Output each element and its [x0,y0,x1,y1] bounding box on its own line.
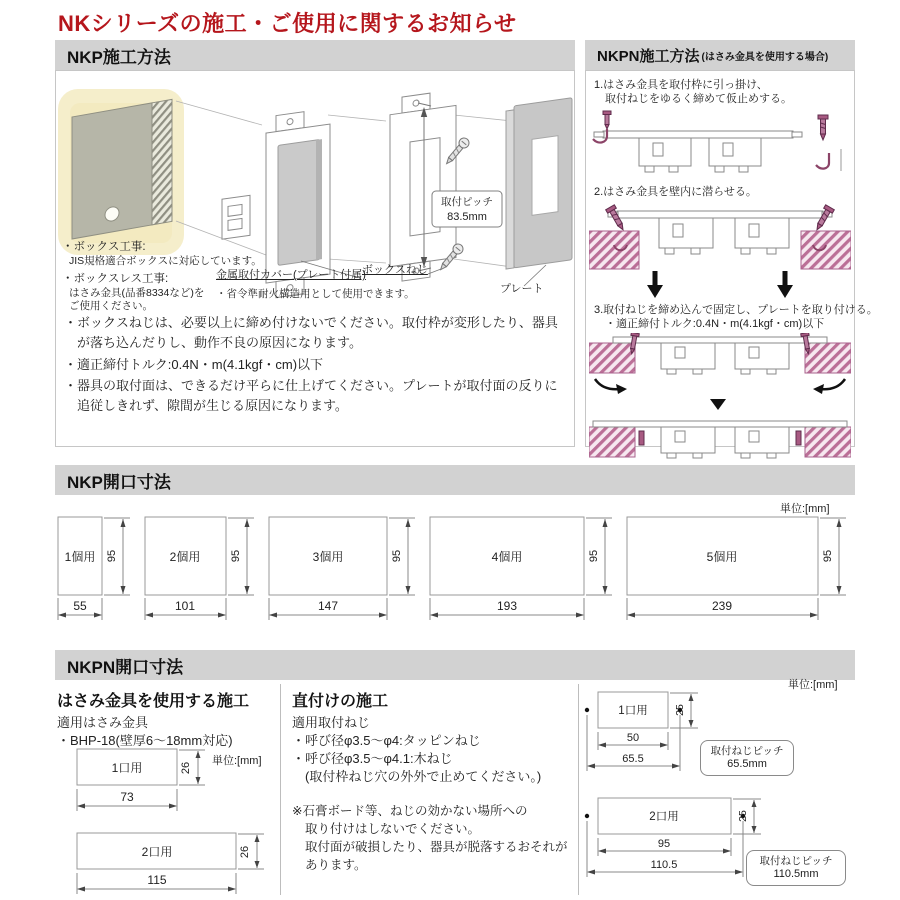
device-assembly [613,337,827,374]
opening-label: 4個用 [491,550,523,564]
opening-figure [57,516,139,628]
nkpn-method-header [585,40,855,70]
note-item: ・器具の取付面は、できるだけ平らに仕上げてください。プレートが取付面の反りに追従しきれず、隙間が生じる原因になります。 [64,378,558,413]
opening-label: 1個用 [64,550,96,564]
boxless-work-desc2: ご使用ください。 [69,300,153,312]
device-assembly [608,211,832,254]
nkp-opening-header [55,465,855,495]
pitch-label-box [746,850,846,886]
box-screw-label: ボックスねじ [362,264,428,276]
nkpn-opening-header-label: NKPN開口寸法 [67,657,184,677]
pitch-label-box [700,740,794,776]
step2-diagram [589,201,851,299]
box-work-label: ・ボックス工事: [62,241,146,253]
nkpn-method-panel [585,70,878,447]
height-dim: 95 [106,549,118,563]
opening-figure [268,516,424,628]
width-dim: 239 [711,599,733,613]
nkpn-method-header-note: (はさみ金具を使用する場合) [701,51,829,63]
nkp-opening-figures [57,516,855,628]
screw-figure-label: 1口用 [618,705,648,717]
unit-label: 単位:[mm] [212,755,262,767]
plate-flush [593,421,847,427]
direct-item: ・呼び径φ3.5〜φ4:タッピンねじ [292,733,481,748]
opening-figure [429,516,621,628]
column-divider [578,684,579,895]
wall-section [805,427,851,457]
direct-warning: 取付面が破損したり、器具が脱落するおそれが [305,840,568,854]
outer-dim: 110.5 [650,859,678,871]
nkp-method-panel [55,70,575,447]
height-dim: 26 [239,845,251,859]
boxless-work-label: ・ボックスレス工事: [62,273,169,285]
direct-warning: あります。 [305,858,367,872]
width-dim: 193 [496,599,518,613]
height-dim: 95 [230,549,242,563]
clamp-item: ・BHP-18(壁厚6〜18mm対応) [57,733,233,748]
clamp-label: 2口用 [141,845,173,859]
width-dim: 115 [147,873,167,887]
pitch-value: 83.5mm [447,211,487,223]
wall-section [589,427,635,457]
column-divider [280,684,281,895]
clamp-figure [76,748,226,818]
opening-label: 2個用 [169,550,201,564]
mounting-frame [390,89,456,282]
projection-lines [176,101,512,267]
nkpn-opening-header [55,650,855,680]
opening-label: 3個用 [312,550,344,564]
nkp-opening-header-label: NKP開口寸法 [67,472,171,492]
step3-text-2: ・適正締付トルク:0.4N・m(4.1kgf・cm)以下 [605,318,825,330]
opening-figure [626,516,855,628]
wall-section [805,343,851,373]
wall-section [801,231,851,269]
boxless-work-desc1: はさみ金具(品番8334など)を [69,287,205,299]
plate [506,98,572,269]
unit-label: 単位:[mm] [788,679,838,691]
clamp-figure [76,832,286,898]
page-title: NKシリーズの施工・ご使用に関するお知らせ [58,11,517,36]
screw-figure-label: 2口用 [649,811,679,823]
pitch-label: 取付ねじピッチ [710,744,784,757]
clamp-label: 1口用 [111,761,143,775]
pitch-label: 取付ピッチ [440,196,494,208]
height-dim: 25 [737,810,749,822]
wall-section [589,343,635,373]
opening-label: 5個用 [706,550,738,564]
direct-warning: 取り付けはしないでください。 [305,822,481,836]
clamp-subheading: 適用はさみ金具 [57,715,149,730]
width-dim: 73 [120,790,134,804]
step3-text-1: 3.取付ねじを締め込んで固定し、プレートを取り付ける。 [594,304,878,316]
unit-label: 単位:[mm] [780,503,830,515]
direct-item: ・呼び径φ3.5〜φ4.1:木ねじ [292,751,453,766]
inner-dim: 50 [626,732,640,744]
note-item: ・ボックスねじは、必要以上に締め付けないでください。取付枠が変形したり、器具が落ち込んだりし、動作不良の原因になります。 [64,315,558,350]
down-arrow-icon [777,271,793,298]
nkpn-method-header-label: NKPN施工方法 [597,47,700,65]
nkp-method-header-label: NKP施工方法 [67,47,171,67]
mounting-screw-icon [818,115,828,140]
pitch-value: 110.5mm [773,867,819,880]
nkp-notes [64,313,569,418]
nkp-method-header [55,40,575,70]
height-dim: 95 [822,549,834,563]
mounting-screw-icon [606,205,628,233]
direct-subheading: 適用取付ねじ [292,715,371,730]
height-dim: 95 [391,549,403,563]
wall-box [72,99,172,239]
height-dim: 95 [588,549,600,563]
pitch-value: 65.5mm [727,757,767,770]
mounting-screw-icon [639,431,644,445]
outer-dim: 65.5 [622,753,644,765]
direct-warning: ※石膏ボード等、ねじの効かない場所への [292,804,528,818]
down-arrow-icon [647,271,663,298]
height-dim: 25 [674,704,686,716]
width-dim: 147 [317,599,339,613]
step3-diagram-after [589,413,851,467]
height-dim: 26 [180,761,192,775]
clamp-fitting-icon [816,149,841,171]
step3-diagram-before [589,333,851,397]
direct-item-note: (取付枠ねじ穴の外外で止めてください。) [305,769,542,784]
mounting-screw-icon [813,205,835,233]
step1-text-1: 1.はさみ金具を取付枠に引っ掛け、 [594,79,768,91]
device-assembly [661,427,789,458]
device-assembly [594,131,802,172]
down-triangle-icon [710,399,726,410]
clamp-heading: はさみ金具を使用する施工 [57,693,250,710]
width-dim: 55 [73,599,87,613]
mounting-screw-icon [796,431,801,445]
step1-text-2: 取付ねじをゆるく締めて仮止めする。 [605,93,792,105]
plate-label: プレート [500,283,544,295]
inner-dim: 95 [657,838,671,850]
step1-diagram [589,109,851,181]
box-work-desc: JIS規格適合ボックスに対応しています。 [69,255,262,267]
step2-text: 2.はさみ金具を壁内に潜らせる。 [594,186,757,198]
metal-cover-label: 金属取付カバー(プレート付属) [216,269,366,281]
width-dim: 101 [174,599,196,613]
wall-section [589,231,639,269]
metal-cover-note: ・省令準耐火構造用として使用できます。 [216,288,415,300]
opening-figure [144,516,263,628]
pitch-label: 取付ねじピッチ [759,854,833,867]
direct-heading: 直付けの施工 [292,693,389,710]
note-item: ・適正締付トルク:0.4N・m(4.1kgf・cm)以下 [64,356,324,372]
